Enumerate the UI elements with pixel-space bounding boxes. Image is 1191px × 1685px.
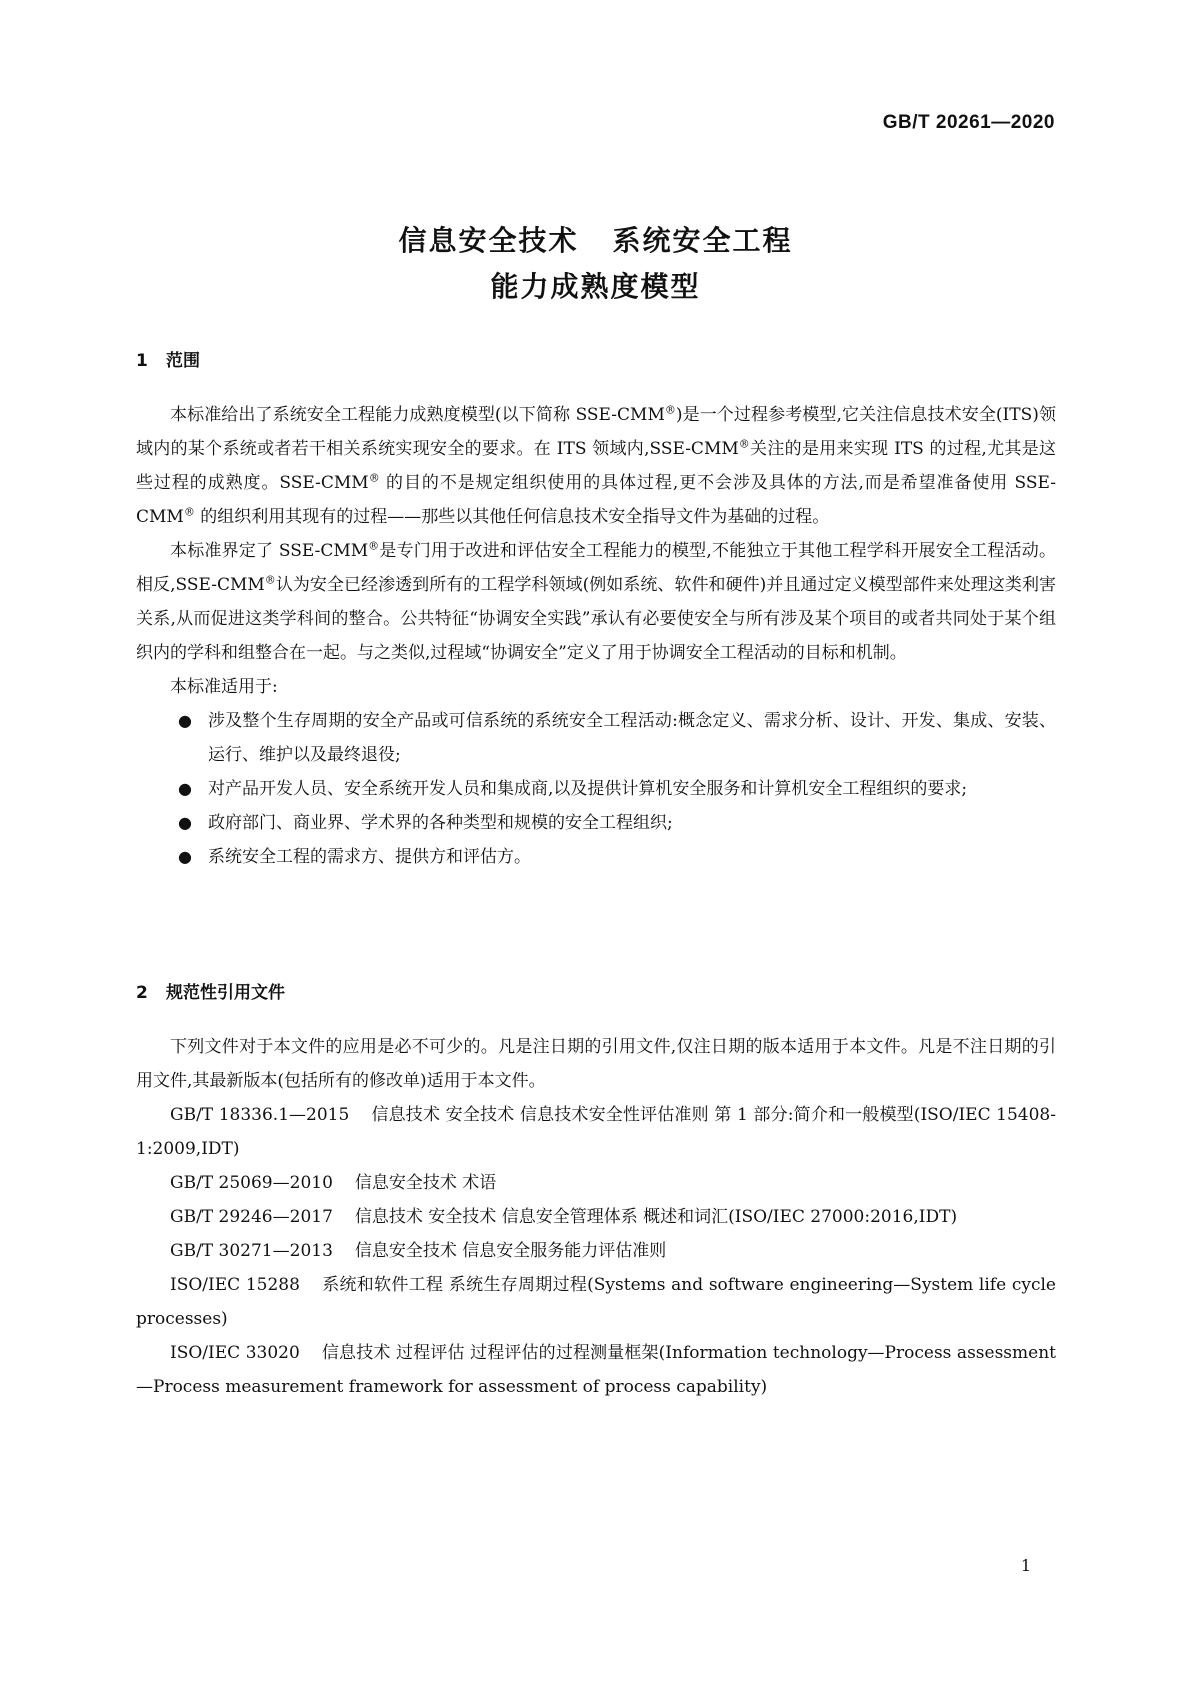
- list-item: ● 政府部门、商业界、学术界的各种类型和规模的安全工程组织;: [136, 806, 1056, 840]
- reference-item: GB/T 29246—2017 信息技术 安全技术 信息安全管理体系 概述和词汇(ISO/IEC 27000:2016,IDT): [170, 1207, 958, 1227]
- list-item: ● 系统安全工程的需求方、提供方和评估方。: [136, 840, 1056, 874]
- section-1-number: 1: [136, 351, 148, 371]
- bullet-icon: ●: [178, 847, 192, 866]
- section-2-number: 2: [136, 983, 148, 1003]
- bullet-icon: ●: [178, 711, 192, 730]
- reference-item: ISO/IEC 15288 系统和软件工程 系统生存周期过程(Systems and software engineering—System life cycle processes): [136, 1275, 1056, 1329]
- scope-paragraph-1: 本标准给出了系统安全工程能力成熟度模型(以下简称 SSE-CMM®)是一个过程参考模型,它关注信息技术安全(ITS)领域内的某个系统或者若干相关系统实现安全的要求。在 ITS 领域内,SSE-CMM®关注的是用来实现 ITS 的过程,尤其是这些过程的成熟度。SSE-CMM® 的目的不是规定组织使用的具体过程,更不会涉及具体的方法,而是希望准备使用 SSE-CMM® 的组织利用其现有的过程——那些以其他任何信息技术安全指导文件为基础的过程。: [136, 403, 1056, 527]
- section-1-heading: [136, 346, 200, 371]
- list-item: ● 对产品开发人员、安全系统开发人员和集成商,以及提供计算机安全服务和计算机安全工程组织的要求;: [136, 772, 1056, 806]
- page-number: 1: [1020, 1556, 1031, 1575]
- title-part-2: 系统安全工程: [612, 224, 793, 257]
- document-title: [0, 218, 1191, 310]
- scope-bullet-list: [136, 704, 1056, 874]
- section-2-heading: [136, 978, 285, 1003]
- list-item: ● 涉及整个生存周期的安全产品或可信系统的系统安全工程活动:概念定义、需求分析、设计、开发、集成、安装、运行、维护以及最终退役;: [136, 704, 1056, 772]
- scope-paragraph-2: 本标准界定了 SSE-CMM®是专门用于改进和评估安全工程能力的模型,不能独立于其他工程学科开展安全工程活动。相反,SSE-CMM®认为安全已经渗透到所有的工程学科领域(例如系统、软件和硬件)并且通过定义模型部件来处理这类利害关系,从而促进这类学科间的整合。公共特征“协调安全实践”承认有必要使安全与所有涉及某个项目的或者共同处于某个组织内的学科和组整合在一起。与之类似,过程域“协调安全”定义了用于协调安全工程活动的目标和机制。: [136, 539, 1057, 663]
- title-part-1: 信息安全技术: [398, 224, 579, 257]
- references-intro: 下列文件对于本文件的应用是必不可少的。凡是注日期的引用文件,仅注日期的版本适用于本文件。凡是不注日期的引用文件,其最新版本(包括所有的修改单)适用于本文件。: [136, 1037, 1056, 1091]
- standard-number: GB/T 20261—2020: [882, 112, 1055, 133]
- applies-to: 本标准适用于:: [170, 677, 278, 697]
- section-2-title: 规范性引用文件: [166, 983, 285, 1003]
- section-2-body: [136, 1030, 1056, 1404]
- reference-item: GB/T 18336.1—2015 信息技术 安全技术 信息技术安全性评估准则 第 1 部分:简介和一般模型(ISO/IEC 15408-1:2009,IDT): [136, 1105, 1056, 1159]
- bullet-icon: ●: [178, 779, 192, 798]
- reference-item: GB/T 30271—2013 信息安全技术 信息安全服务能力评估准则: [170, 1241, 667, 1261]
- section-1-body: [136, 398, 1056, 874]
- title-line-2: 能力成熟度模型: [490, 270, 701, 303]
- reference-item: ISO/IEC 33020 信息技术 过程评估 过程评估的过程测量框架(Information technology—Process assessment—Process measurement framework for assessment of process capability): [136, 1343, 1056, 1397]
- reference-item: GB/T 25069—2010 信息安全技术 术语: [170, 1173, 497, 1193]
- bullet-icon: ●: [178, 813, 192, 832]
- section-1-title: 范围: [166, 351, 200, 371]
